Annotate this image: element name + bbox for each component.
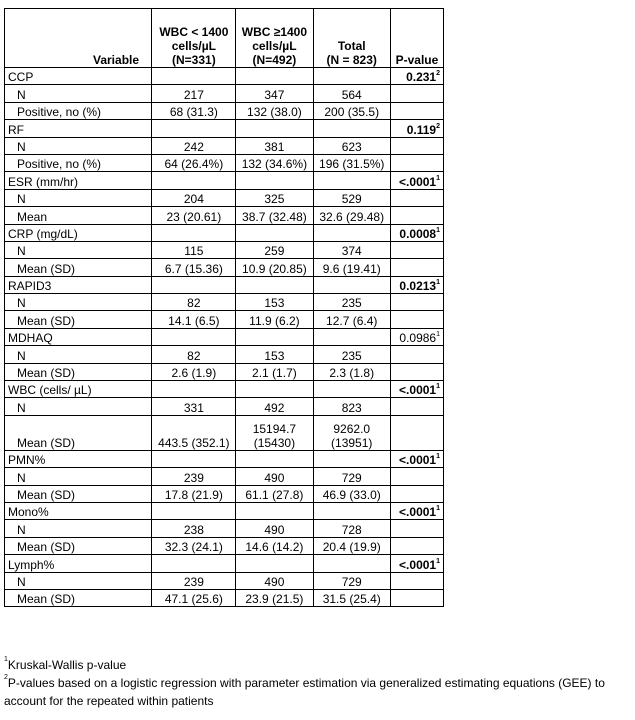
variable-row bbox=[5, 276, 444, 293]
cell-value: 10.9 (20.85) bbox=[236, 259, 313, 276]
variable-row bbox=[5, 172, 444, 189]
row-label: Mean (SD) bbox=[5, 589, 152, 606]
cell-value: 238 bbox=[152, 520, 236, 537]
header-row bbox=[5, 9, 444, 68]
row-label: N bbox=[5, 572, 152, 589]
cell-value: 564 bbox=[313, 85, 390, 102]
variable-name: PMN% bbox=[5, 450, 152, 467]
cell-value: 239 bbox=[152, 572, 236, 589]
table-row bbox=[5, 346, 444, 363]
cell-value: 239 bbox=[152, 468, 236, 485]
cell-value: 23.9 (21.5) bbox=[236, 589, 313, 606]
results-table bbox=[4, 8, 444, 607]
cell-value: 2.1 (1.7) bbox=[236, 363, 313, 380]
row-label: N bbox=[5, 137, 152, 154]
table-row bbox=[5, 137, 444, 154]
row-label: N bbox=[5, 398, 152, 415]
cell-value: 115 bbox=[152, 241, 236, 258]
cell-value: 9.6 (19.41) bbox=[313, 259, 390, 276]
table-row bbox=[5, 485, 444, 502]
cell-value: 331 bbox=[152, 398, 236, 415]
cell-value: 347 bbox=[236, 85, 313, 102]
table-row bbox=[5, 572, 444, 589]
cell-value: 132 (38.0) bbox=[236, 102, 313, 119]
cell-value: 61.1 (27.8) bbox=[236, 485, 313, 502]
row-label: Mean (SD) bbox=[5, 311, 152, 328]
cell-value: 82 bbox=[152, 294, 236, 311]
cell-value: 38.7 (32.48) bbox=[236, 207, 313, 224]
cell-value: 12.7 (6.4) bbox=[313, 311, 390, 328]
row-label: N bbox=[5, 520, 152, 537]
cell-value: 68 (31.3) bbox=[152, 102, 236, 119]
cell-value: 490 bbox=[236, 468, 313, 485]
p-value: $<.0001^1$ bbox=[390, 172, 443, 189]
cell-value: 235 bbox=[313, 294, 390, 311]
cell-value: 132 (34.6%) bbox=[236, 154, 313, 171]
table-row bbox=[5, 259, 444, 276]
cell-value: 64 (26.4%) bbox=[152, 154, 236, 171]
cell-value: 2.6 (1.9) bbox=[152, 363, 236, 380]
cell-value: 529 bbox=[313, 189, 390, 206]
row-label: Mean bbox=[5, 207, 152, 224]
variable-row bbox=[5, 328, 444, 345]
cell-value: 32.3 (24.1) bbox=[152, 537, 236, 554]
table-row bbox=[5, 241, 444, 258]
table-row bbox=[5, 537, 444, 554]
row-label: Positive, no (%) bbox=[5, 102, 152, 119]
cell-value: 196 (31.5%) bbox=[313, 154, 390, 171]
cell-value: 2.3 (1.8) bbox=[313, 363, 390, 380]
cell-value: 325 bbox=[236, 189, 313, 206]
header-variable: Variable bbox=[5, 9, 152, 68]
cell-value: 242 bbox=[152, 137, 236, 154]
variable-row bbox=[5, 68, 444, 85]
variable-name: ESR (mm/hr) bbox=[5, 172, 152, 189]
cell-value: 6.7 (15.36) bbox=[152, 259, 236, 276]
variable-name: Lymph% bbox=[5, 555, 152, 572]
row-label: N bbox=[5, 346, 152, 363]
cell-value: 217 bbox=[152, 85, 236, 102]
cell-value: 381 bbox=[236, 137, 313, 154]
cell-value: 823 bbox=[313, 398, 390, 415]
footnote-1: $^1$Kruskal-Wallis p-value bbox=[4, 656, 127, 672]
variable-name: Mono% bbox=[5, 502, 152, 519]
cell-value: 23 (20.61) bbox=[152, 207, 236, 224]
table-row bbox=[5, 154, 444, 171]
row-label: N bbox=[5, 241, 152, 258]
table-row bbox=[5, 398, 444, 415]
p-value: $<.0001^1$ bbox=[390, 502, 443, 519]
header-wbc-high: WBC ≥1400 cells/µL (N=492) bbox=[236, 9, 313, 68]
p-value: 0.0213$^1$ bbox=[390, 276, 443, 293]
cell-value: 82 bbox=[152, 346, 236, 363]
variable-name: MDHAQ bbox=[5, 328, 152, 345]
row-label: Mean (SD) bbox=[5, 259, 152, 276]
cell-value: 32.6 (29.48) bbox=[313, 207, 390, 224]
cell-value: 47.1 (25.6) bbox=[152, 589, 236, 606]
cell-value: 153 bbox=[236, 294, 313, 311]
cell-value: 443.5 (352.1) bbox=[152, 415, 236, 450]
table-row bbox=[5, 468, 444, 485]
header-pvalue: P-value bbox=[390, 9, 443, 68]
cell-value: 235 bbox=[313, 346, 390, 363]
p-value: $<.0001^1$ bbox=[390, 555, 443, 572]
variable-row bbox=[5, 224, 444, 241]
variable-name: WBC (cells/ µL) bbox=[5, 381, 152, 398]
table-row bbox=[5, 294, 444, 311]
variable-row bbox=[5, 381, 444, 398]
row-label: N bbox=[5, 468, 152, 485]
table-row bbox=[5, 189, 444, 206]
p-value: 0.119$^2$ bbox=[390, 120, 443, 137]
row-label: Positive, no (%) bbox=[5, 154, 152, 171]
p-value: 0.0986$^1$ bbox=[390, 328, 443, 345]
cell-value: 490 bbox=[236, 520, 313, 537]
row-label: N bbox=[5, 189, 152, 206]
cell-value: 20.4 (19.9) bbox=[313, 537, 390, 554]
p-value: 0.0008$^1$ bbox=[390, 224, 443, 241]
cell-value: 31.5 (25.4) bbox=[313, 589, 390, 606]
table-row bbox=[5, 363, 444, 380]
table-row bbox=[5, 520, 444, 537]
footnote-2: $^2$P-values based on a logistic regression with parameter estimation via generalized estimating equations (GEE) to account for the repeated within patients bbox=[4, 674, 605, 708]
variable-row bbox=[5, 555, 444, 572]
cell-value: 14.6 (14.2) bbox=[236, 537, 313, 554]
row-label: N bbox=[5, 294, 152, 311]
cell-value: 17.8 (21.9) bbox=[152, 485, 236, 502]
cell-value: 490 bbox=[236, 572, 313, 589]
table-row bbox=[5, 207, 444, 224]
variable-row bbox=[5, 450, 444, 467]
cell-value: 46.9 (33.0) bbox=[313, 485, 390, 502]
cell-value: 623 bbox=[313, 137, 390, 154]
cell-value: 729 bbox=[313, 572, 390, 589]
table-row bbox=[5, 311, 444, 328]
table-row bbox=[5, 589, 444, 606]
cell-value: 204 bbox=[152, 189, 236, 206]
header-total: Total (N = 823) bbox=[313, 9, 390, 68]
variable-name: CCP bbox=[5, 68, 152, 85]
header-wbc-low: WBC < 1400 cells/µL (N=331) bbox=[152, 9, 236, 68]
variable-name: RF bbox=[5, 120, 152, 137]
p-value: $<.0001^1$ bbox=[390, 450, 443, 467]
row-label: Mean (SD) bbox=[5, 537, 152, 554]
cell-value: 153 bbox=[236, 346, 313, 363]
cell-value: 729 bbox=[313, 468, 390, 485]
cell-value: 9262.0 (13951) bbox=[313, 415, 390, 450]
cell-value: 14.1 (6.5) bbox=[152, 311, 236, 328]
cell-value: 374 bbox=[313, 241, 390, 258]
table-row bbox=[5, 85, 444, 102]
cell-value: 492 bbox=[236, 398, 313, 415]
variable-name: RAPID3 bbox=[5, 276, 152, 293]
row-label: Mean (SD) bbox=[5, 485, 152, 502]
cell-value: 200 (35.5) bbox=[313, 102, 390, 119]
cell-value: 15194.7 (15430) bbox=[236, 415, 313, 450]
footnotes bbox=[4, 656, 634, 710]
table-row bbox=[5, 415, 444, 450]
table-row bbox=[5, 102, 444, 119]
cell-value: 259 bbox=[236, 241, 313, 258]
variable-row bbox=[5, 120, 444, 137]
row-label: Mean (SD) bbox=[5, 415, 152, 450]
p-value: 0.231$^2$ bbox=[390, 68, 443, 85]
cell-value: 728 bbox=[313, 520, 390, 537]
variable-name: CRP (mg/dL) bbox=[5, 224, 152, 241]
cell-value: 11.9 (6.2) bbox=[236, 311, 313, 328]
row-label: N bbox=[5, 85, 152, 102]
row-label: Mean (SD) bbox=[5, 363, 152, 380]
variable-row bbox=[5, 502, 444, 519]
p-value: $<.0001^1$ bbox=[390, 381, 443, 398]
